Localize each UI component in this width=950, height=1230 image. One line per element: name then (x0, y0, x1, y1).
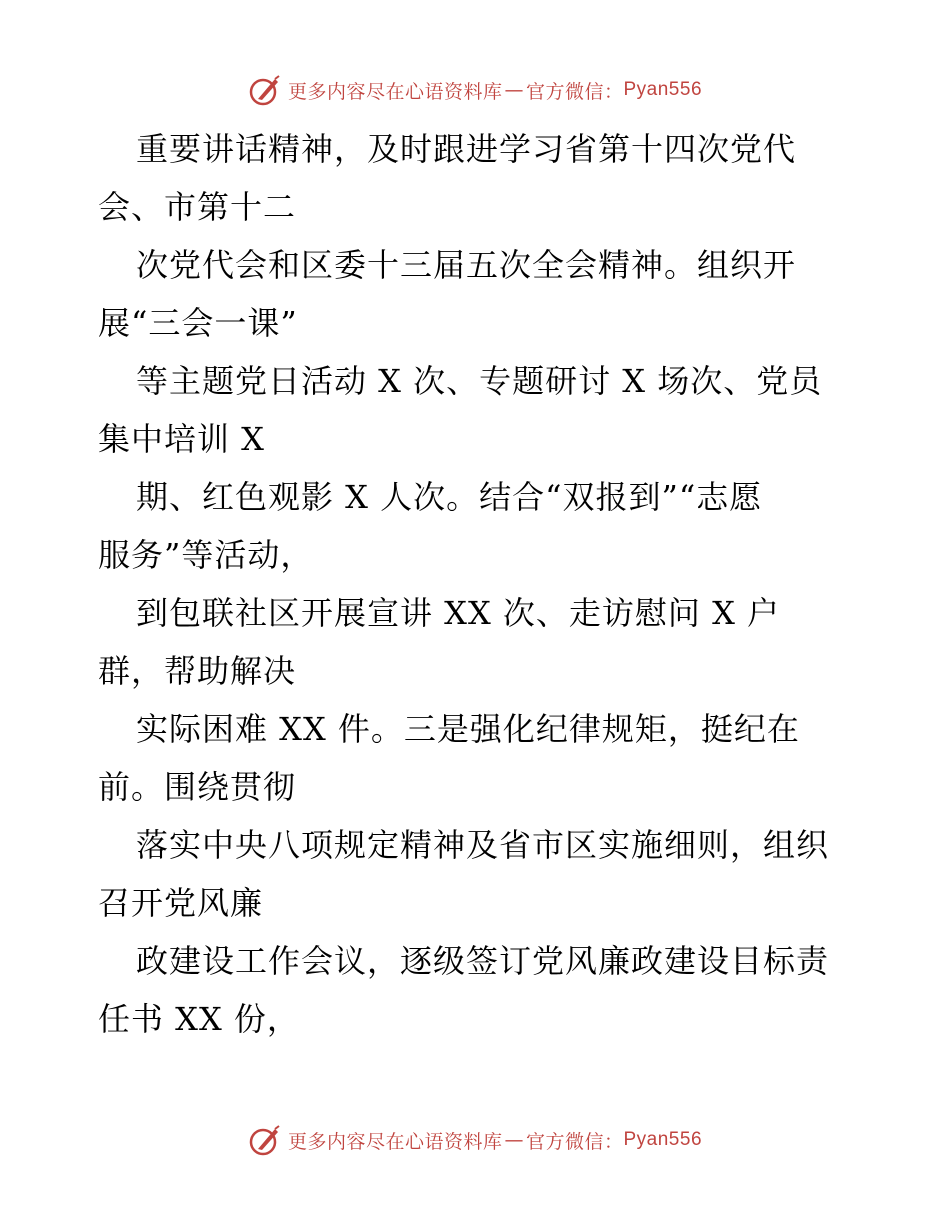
header-watermark (0, 70, 950, 110)
text-block (98, 352, 858, 468)
watermark-subtext: 官方微信： (525, 1130, 624, 1153)
text-block (98, 816, 858, 932)
text-line: 落实中央八项规定精神及省市区实施细则，组织 (136, 826, 830, 864)
watermark-subtext: 官方微信： (525, 80, 624, 103)
text-line: 任书 XX 份， (98, 1000, 300, 1038)
text-line: 实际困难 XX 件。三是强化纪律规矩，挺纪在 (136, 710, 800, 748)
text-block (98, 584, 858, 700)
text-line: 到包联社区开展宣讲 XX 次、走访慰问 X 户 (136, 594, 781, 632)
text-line: 重要讲话精神，及时跟进学习省第十四次党代 (136, 130, 797, 168)
footer-watermark (0, 1120, 950, 1160)
text-line: 展“三会一课” (98, 304, 298, 342)
watermark-separator: — (504, 79, 524, 101)
text-block (98, 120, 858, 236)
watermark-wechat-id: Pyan556 (623, 79, 703, 100)
text-line: 期、红色观影 X 人次。结合“双报到”“志愿 (136, 478, 763, 516)
watermark-separator: — (504, 1129, 524, 1151)
text-line: 政建设工作会议，逐级签订党风廉政建设目标责 (136, 942, 830, 980)
text-line: 前。围绕贯彻 (98, 768, 297, 806)
text-block (98, 932, 858, 1048)
document-body (98, 120, 858, 1048)
text-line: 集中培训 X (98, 420, 265, 458)
watermark-wechat-id: Pyan556 (623, 1129, 703, 1150)
text-line: 服务”等活动， (98, 536, 314, 574)
text-line: 等主题党日活动 X 次、专题研讨 X 场次、党员 (136, 362, 823, 400)
text-block (98, 468, 858, 584)
watermark-main-text: 更多内容尽在心语资料库 (287, 80, 503, 103)
watermark-main-text: 更多内容尽在心语资料库 (287, 1130, 503, 1153)
text-line: 召开党风廉 (98, 884, 264, 922)
text-block (98, 700, 858, 816)
text-line: 会、市第十二 (98, 188, 297, 226)
quill-logo-icon (248, 1123, 282, 1157)
quill-logo-icon (248, 73, 282, 107)
text-line: 群，帮助解决 (98, 652, 297, 690)
text-block (98, 236, 858, 352)
text-line: 次党代会和区委十三届五次全会精神。组织开 (136, 246, 797, 284)
